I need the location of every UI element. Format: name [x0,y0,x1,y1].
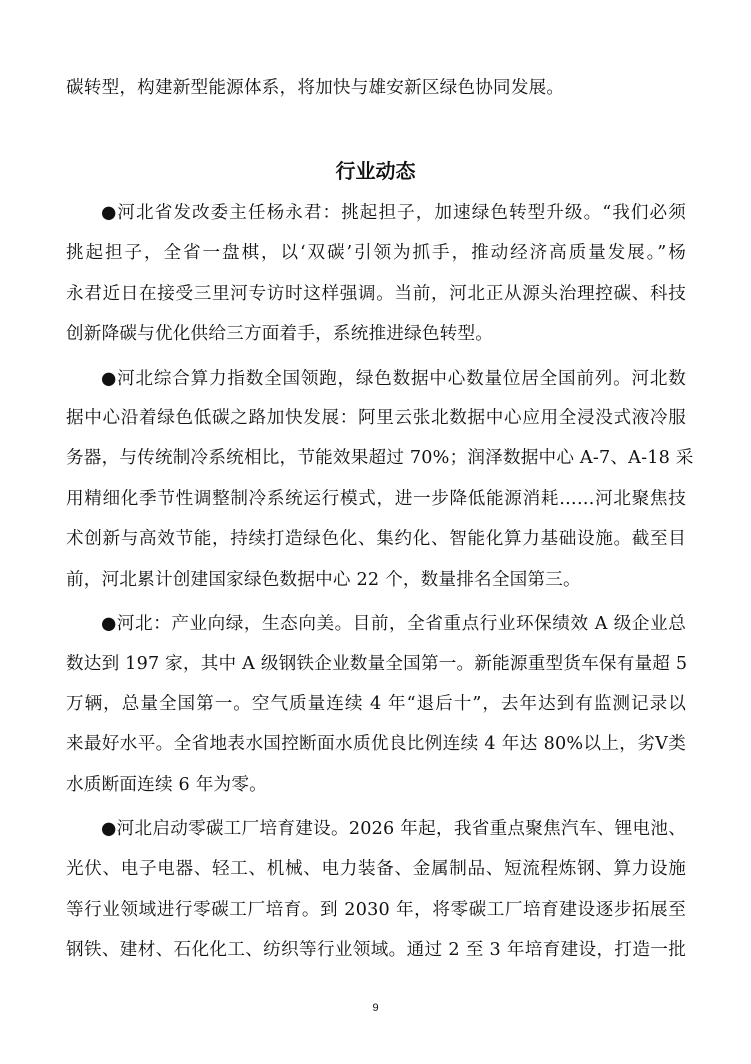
news-item-4-line-3: 等行业领域进行零碳工厂培育。到 2030 年，将零碳工厂培育建设逐步拓展至 [66,900,686,920]
news-item-3-line-5: 水质断面连续 6 年为零。 [66,775,267,795]
news-item-2-line-2: 据中心沿着绿色低碳之路加快发展：阿里云张北数据中心应用全浸没式液冷服 [66,408,686,428]
news-item-4-line-2: 光伏、电子电器、轻工、机械、电力装备、金属制品、短流程炼钢、算力设施 [66,859,686,879]
news-item-1-line-3: 永君近日在接受三里河专访时这样强调。当前，河北正从源头治理控碳、科技 [66,284,686,304]
news-item-2-line-3: 务器，与传统制冷系统相比，节能效果超过 70%；润泽数据中心 A-7、A-18 采 [66,448,694,468]
news-item-2-line-4: 用精细化季节性调整制冷系统运行模式，进一步降低能源消耗……河北聚焦技 [66,489,686,509]
news-item-2-line-5: 术创新与高效节能，持续打造绿色化、集约化、智能化算力基础设施。截至目 [66,529,686,549]
news-item-3-line-4: 来最好水平。全省地表水国控断面水质优良比例连续 4 年达 80%以上，劣Ⅴ类 [66,734,686,754]
news-item-4-line-1: ●河北启动零碳工厂培育建设。2026 年起，我省重点聚焦汽车、锂电池、 [101,819,686,839]
news-item-1-line-2: 挑起担子，全省一盘棋，以‘双碳’引领为抓手，推动经济高质量发展。”杨 [66,243,686,263]
news-item-3-line-1: ●河北：产业向绿，生态向美。目前，全省重点行业环保绩效 A 级企业总 [101,614,686,634]
news-item-2-line-1: ●河北综合算力指数全国领跑，绿色数据中心数量位居全国前列。河北数 [101,369,686,389]
news-item-1-line-1: ●河北省发改委主任杨永君：挑起担子，加速绿色转型升级。“我们必须 [101,203,686,223]
news-item-2-line-6: 前，河北累计创建国家绿色数据中心 22 个，数量排名全国第三。 [66,570,581,590]
news-item-1-line-4: 创新降碳与优化供给三方面着手，系统推进绿色转型。 [66,324,494,344]
news-item-4-line-4: 钢铁、建材、石化化工、纺织等行业领域。通过 2 至 3 年培育建设，打造一批 [66,940,686,960]
section-heading: 行业动态 [335,159,416,183]
page-number: 9 [372,1002,379,1014]
news-item-3-line-3: 万辆，总量全国第一。空气质量连续 4 年“退后十”，去年达到有监测记录以 [66,694,686,714]
intro-tail-line: 碳转型，构建新型能源体系，将加快与雄安新区绿色协同发展。 [66,78,565,98]
news-item-3-line-2: 数达到 197 家，其中 A 级钢铁企业数量全国第一。新能源重型货车保有量超 5 [66,654,688,674]
